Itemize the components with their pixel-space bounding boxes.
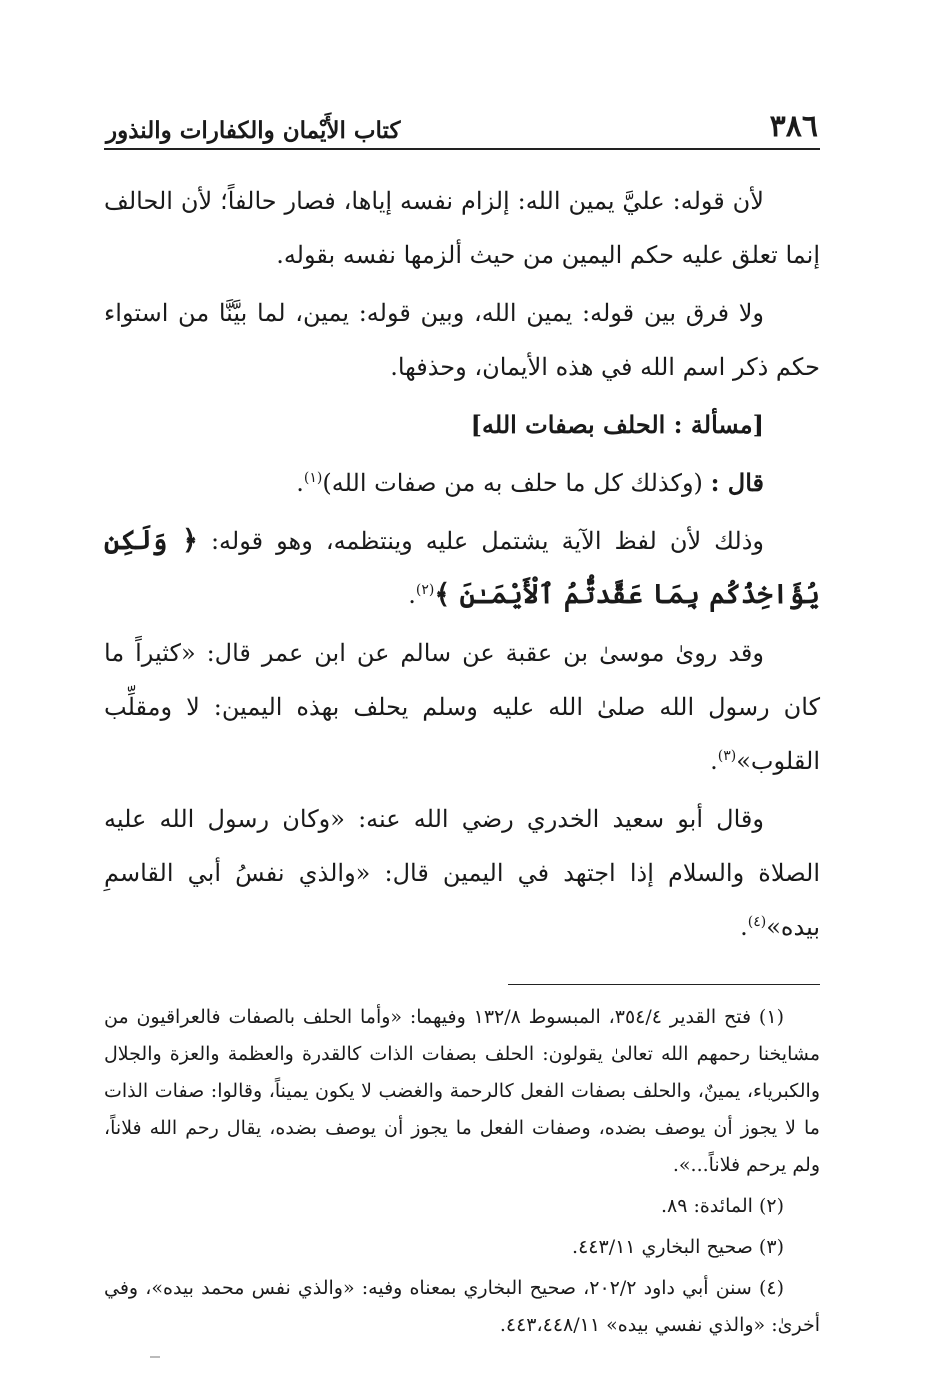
paragraph: لأن قوله: عليَّ يمين الله: إلزام نفسه إياها، فصار حالفاً؛ لأن الحالف إنما تعلق عليه حكم اليمين من حيث ألزمها نفسه بقوله. — [104, 187, 820, 269]
quran-verse: ﴿ وَلَكِن يُؤَاخِذُكُم بِمَا عَقَّدتُّمُ ٱلْأَيْمَـٰنَ ﴾ — [104, 525, 820, 610]
footnote-ref[interactable]: (٣) — [717, 748, 737, 764]
footnote: (٣) صحيح البخاري ٤٤٣/١١. — [572, 1236, 784, 1258]
footnote: (٤) سنن أبي داود ٢٠٢/٢، صحيح البخاري بمعناه وفيه: «والذي نفس محمد بيده»، وفي أخرىٰ: «والذي نفسي بيده» ٤٤٣،٤٤٨/١١. — [104, 1277, 820, 1336]
period: . — [408, 581, 416, 609]
qal-text: (وكذلك كل ما حلف به من صفات الله) — [322, 469, 703, 497]
qal-label: قال : — [710, 468, 764, 497]
paragraph: ولا فرق بين قوله: يمين الله، وبين قوله: يمين، لما بيَّنَّا من استواء حكم ذكر اسم الله في هذه الأيمان، وحذفها. — [104, 299, 820, 381]
hadith-paragraph — [104, 792, 820, 954]
page-header — [104, 96, 820, 150]
scan-mark — [150, 1356, 160, 1358]
footnotes — [104, 999, 820, 1344]
page-number: ٣٨٦ — [769, 109, 818, 144]
qal-statement — [104, 456, 820, 510]
running-title: كتاب الأَيْمان والكفارات والنذور — [106, 117, 401, 144]
book-page — [104, 96, 820, 1348]
hadith-text: وقال أبو سعيد الخدري رضي الله عنه: «وكان رسول الله عليه الصلاة والسلام إذا اجتهد في اليمين قال: «والذي نفسُ أبي القاسمِ بيده» — [104, 805, 820, 941]
period: . — [296, 469, 304, 497]
period: . — [740, 913, 748, 941]
footnote-ref[interactable]: (١) — [303, 470, 323, 486]
footnote-ref[interactable]: (٢) — [415, 582, 435, 598]
period: . — [710, 747, 718, 775]
section-heading: [مسألة : الحلف بصفات الله] — [470, 410, 764, 439]
hadith-text: وقد روىٰ موسىٰ بن عقبة عن سالم عن ابن عمر قال: «كثيراً ما كان رسول الله صلىٰ الله عليه وسلم يحلف بهذه اليمين: لا ومقلِّب القلوب» — [104, 639, 820, 775]
footnote-ref[interactable]: (٤) — [747, 914, 767, 930]
main-text — [104, 174, 820, 954]
hadith-paragraph — [104, 626, 820, 788]
verse-paragraph — [104, 514, 820, 622]
footnote: (٢) المائدة: ٨٩. — [660, 1195, 784, 1217]
footnote-divider — [508, 984, 820, 985]
footnote: (١) فتح القدير ٣٥٤/٤، المبسوط ١٣٢/٨ وفيهما: «وأما الحلف بالصفات فالعراقيون من مشايخنا رحمهم الله تعالىٰ يقولون: الحلف بصفات الذات كالقدرة والعظمة والعزة والجلال والكبرياء، يمينٌ، والحلف بصفات الفعل كالرحمة والغضب لا يكون يميناً، وقالوا: صفات الذات ما لا يجوز أن يوصف بضده، وصفات الفعل ما يجوز أن يوصف بضده، يقال رحم الله فلاناً، ولم يرحم فلاناً...». — [104, 1006, 820, 1176]
verse-lead: وذلك لأن لفظ الآية يشتمل عليه وينتظمه، وهو قوله: — [210, 527, 764, 555]
